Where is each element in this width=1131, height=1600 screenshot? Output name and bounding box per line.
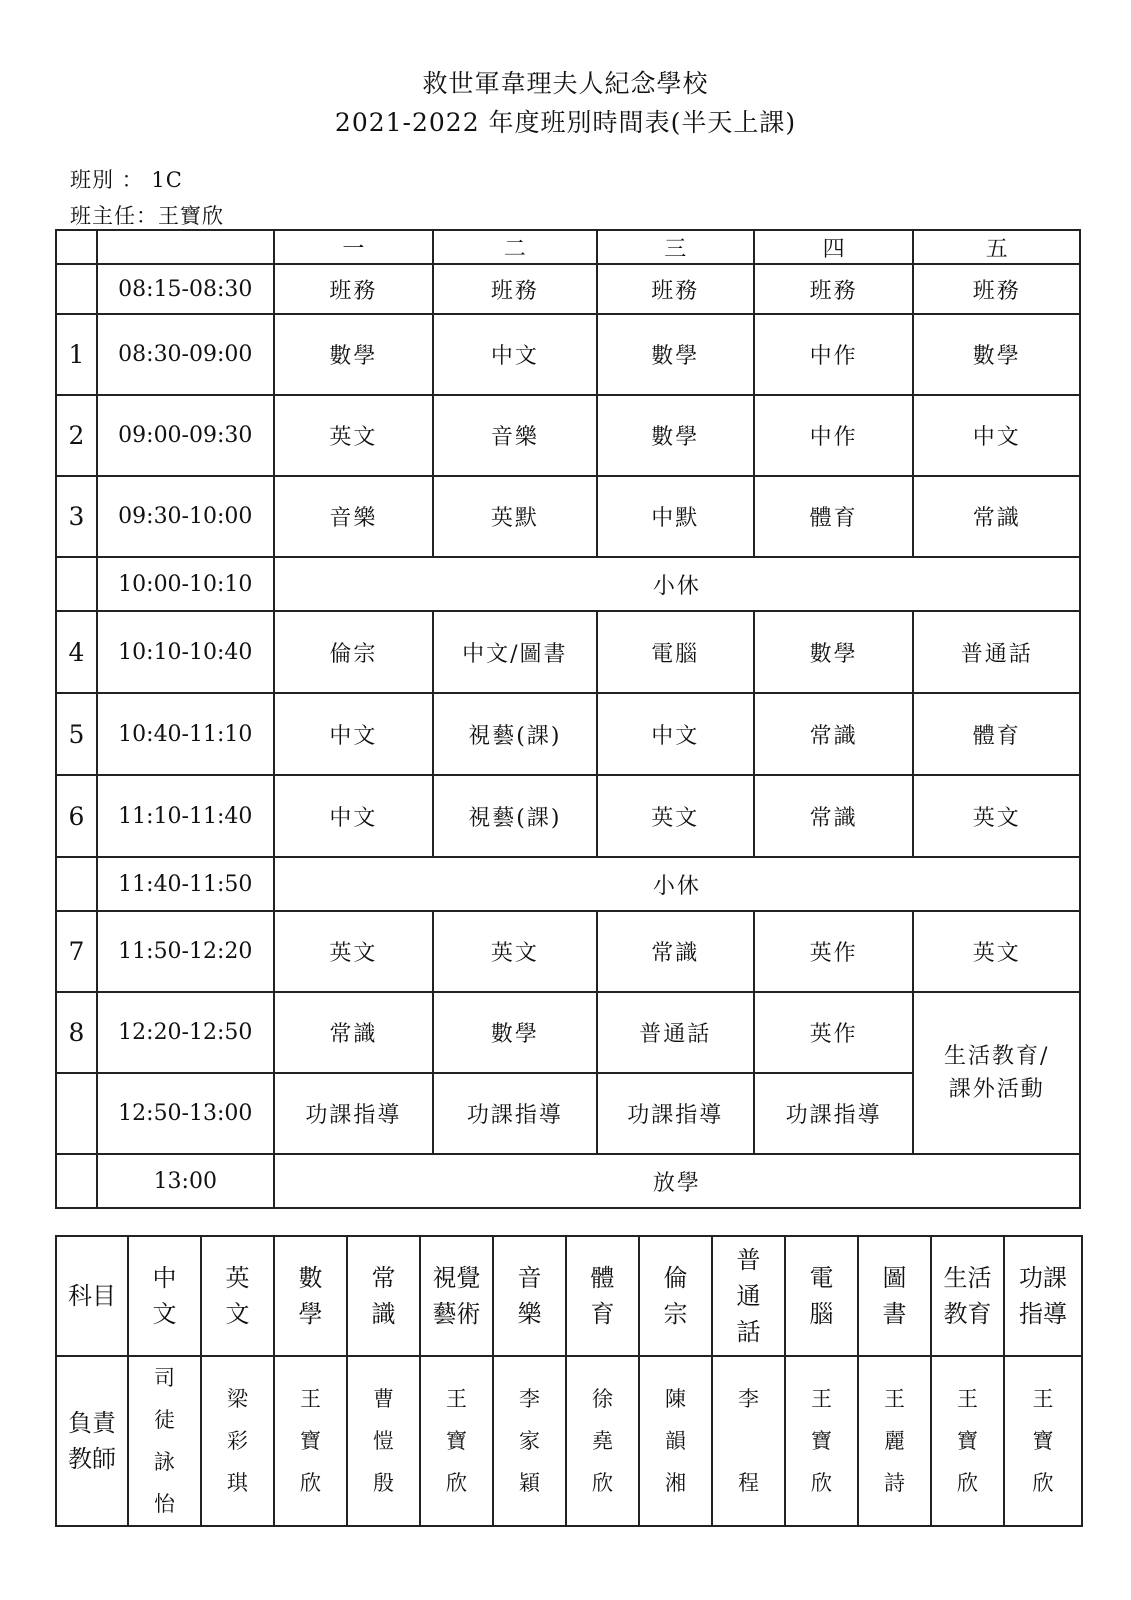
subject-cell: 中文 [913,395,1080,476]
teacher-name: 王 寶 欣 [931,1356,1004,1526]
period-row [56,611,1080,693]
day-header: 五 [913,230,1080,264]
subject-cell: 數學 [597,395,754,476]
subject-cell: 班務 [913,264,1080,314]
subject-cell: 班務 [754,264,913,314]
subject-cell: 英文 [274,395,433,476]
period-number: 6 [56,775,97,857]
subject-cell: 班務 [433,264,597,314]
teacher-name: 李 家 穎 [493,1356,566,1526]
timetable [55,229,1081,1209]
subject-cell: 功課指導 [274,1073,433,1154]
subject-name: 圖 書 [858,1236,931,1356]
period-number [56,857,97,911]
header-blank [56,230,97,264]
subject-cell: 中文 [274,775,433,857]
subject-name: 生活 教育 [931,1236,1004,1356]
subject-cell: 中作 [754,314,913,395]
period-number [56,264,97,314]
period-number: 3 [56,476,97,557]
time-slot: 08:30-09:00 [97,314,274,395]
teacher-header: 負責 教師 [56,1356,128,1526]
subject-name: 音 樂 [493,1236,566,1356]
subject-cell: 中文 [433,314,597,395]
subject-cell: 常識 [274,992,433,1073]
period-row [56,476,1080,557]
subject-cell: 普通話 [597,992,754,1073]
subject-name: 功課 指導 [1004,1236,1082,1356]
period-number: 8 [56,992,97,1073]
period-row [56,775,1080,857]
subject-name: 電 腦 [785,1236,858,1356]
time-slot: 08:15-08:30 [97,264,274,314]
subject-cell: 體育 [913,693,1080,775]
subject-cell: 數學 [433,992,597,1073]
teacher-name: 王 寶 欣 [420,1356,493,1526]
break-row [56,557,1080,611]
subject-name: 倫 宗 [639,1236,712,1356]
timetable-title: 2021-2022 年度班別時間表(半天上課) [334,108,797,137]
teacher-name: 陳 韻 湘 [639,1356,712,1526]
subject-cell: 英文 [433,911,597,992]
friday-activity-cell: 生活教育/ 課外活動 [913,992,1080,1154]
class-teacher-label: 班主任：王寶欣 [70,204,224,228]
time-slot: 12:50-13:00 [97,1073,274,1154]
subject-cell: 常識 [913,476,1080,557]
day-header-row [56,230,1080,264]
subject-header: 科目 [56,1236,128,1356]
dismissal-row [56,1154,1080,1208]
subject-cell: 視藝(課) [433,775,597,857]
subject-cell: 功課指導 [597,1073,754,1154]
period-number [56,557,97,611]
period-number [56,1154,97,1208]
teacher-name: 王 寶 欣 [274,1356,347,1526]
subject-cell: 英文 [274,911,433,992]
day-header: 四 [754,230,913,264]
subject-name: 常 識 [347,1236,420,1356]
dismissal-label: 放學 [274,1154,1080,1208]
teacher-row [56,1356,1082,1526]
subject-name: 英 文 [201,1236,274,1356]
subject-cell: 中默 [597,476,754,557]
subject-cell: 視藝(課) [433,693,597,775]
time-slot: 11:10-11:40 [97,775,274,857]
subject-cell: 體育 [754,476,913,557]
subject-cell: 英默 [433,476,597,557]
subject-cell: 班務 [274,264,433,314]
subject-cell: 數學 [597,314,754,395]
subject-cell: 數學 [754,611,913,693]
subject-row [56,1236,1082,1356]
subject-cell: 英作 [754,992,913,1073]
time-slot: 13:00 [97,1154,274,1208]
subject-cell: 數學 [274,314,433,395]
subject-cell: 英文 [913,911,1080,992]
time-slot: 12:20-12:50 [97,992,274,1073]
subject-cell: 中文/圖書 [433,611,597,693]
subject-cell: 常識 [754,693,913,775]
subject-name: 體 育 [566,1236,639,1356]
subject-cell: 功課指導 [433,1073,597,1154]
period-number: 2 [56,395,97,476]
teacher-name: 梁 彩 琪 [201,1356,274,1526]
period-row [56,395,1080,476]
teacher-name: 王 寶 欣 [1004,1356,1082,1526]
subject-name: 中 文 [128,1236,201,1356]
day-header: 二 [433,230,597,264]
subject-cell: 常識 [754,775,913,857]
day-header: 一 [274,230,433,264]
subject-cell: 英文 [597,775,754,857]
day-header: 三 [597,230,754,264]
time-slot: 10:40-11:10 [97,693,274,775]
subject-cell: 音樂 [274,476,433,557]
break-row [56,857,1080,911]
period-number: 7 [56,911,97,992]
period-number [56,1073,97,1154]
subject-cell: 功課指導 [754,1073,913,1154]
teacher-name: 徐 堯 欣 [566,1356,639,1526]
teacher-name: 王 寶 欣 [785,1356,858,1526]
teacher-name: 李 程 [712,1356,785,1526]
break-label: 小休 [274,857,1080,911]
subject-teacher-table [55,1235,1083,1527]
period-row [56,992,1080,1073]
period-row [56,693,1080,775]
subject-name: 數 學 [274,1236,347,1356]
subject-cell: 英作 [754,911,913,992]
time-slot: 09:00-09:30 [97,395,274,476]
header-blank [97,230,274,264]
subject-cell: 常識 [597,911,754,992]
break-label: 小休 [274,557,1080,611]
time-slot: 11:40-11:50 [97,857,274,911]
class-label: 班別 ： 1C [70,168,183,192]
period-number: 1 [56,314,97,395]
teacher-name: 王 麗 詩 [858,1356,931,1526]
subject-cell: 英文 [913,775,1080,857]
teacher-name: 司 徒 詠 怡 [128,1356,201,1526]
subject-name: 普 通 話 [712,1236,785,1356]
subject-cell: 數學 [913,314,1080,395]
subject-cell: 中作 [754,395,913,476]
time-slot: 10:10-10:40 [97,611,274,693]
time-slot: 10:00-10:10 [97,557,274,611]
time-slot: 11:50-12:20 [97,911,274,992]
period-number: 4 [56,611,97,693]
subject-name: 視覺 藝術 [420,1236,493,1356]
subject-cell: 中文 [597,693,754,775]
subject-cell: 班務 [597,264,754,314]
homeroom-row [56,264,1080,314]
time-slot: 09:30-10:00 [97,476,274,557]
subject-cell: 中文 [274,693,433,775]
period-number: 5 [56,693,97,775]
subject-cell: 音樂 [433,395,597,476]
subject-cell: 倫宗 [274,611,433,693]
school-name: 救世軍韋理夫人紀念學校 [422,69,709,98]
period-row [56,911,1080,992]
period-row [56,314,1080,395]
subject-cell: 電腦 [597,611,754,693]
teacher-name: 曹 愷 殷 [347,1356,420,1526]
subject-cell: 普通話 [913,611,1080,693]
